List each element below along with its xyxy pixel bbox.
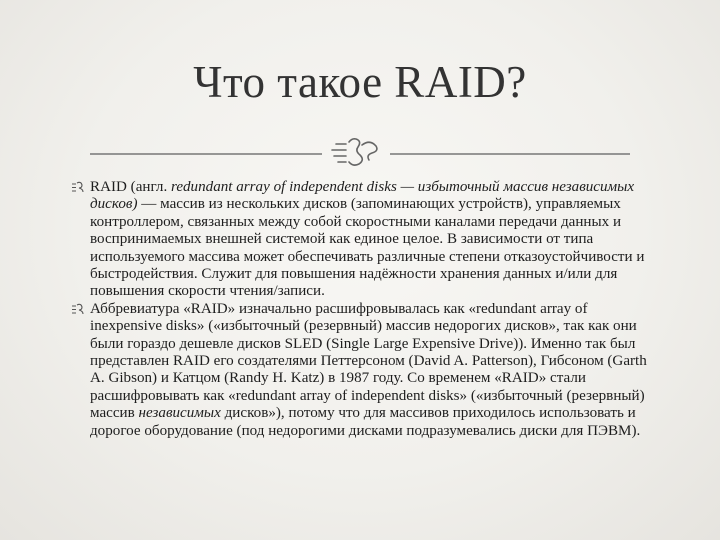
item-text: дисков»), потому что для массивов приходилось использовать и дорогое оборудование (под недорогими дисками подразумевались диски для ПЭВМ). [90, 405, 641, 439]
slide-title: Что такое RAID? [193, 57, 527, 107]
term-raid: RAID [90, 179, 127, 195]
divider-ornament-icon [332, 139, 377, 165]
item-text-italic: независимых [138, 405, 221, 422]
list-item [72, 301, 660, 440]
item-text: Аббревиатура «RAID» изначально расшифровывалась как «redundant array of inexpensive disks» («избыточный (резервный) массив недорогих дисков», так как они были гораздо дешевле дисков SLED (Single Large Expensive Drive)). Именно так был представлен RAID его создателями Петтерсоном (David A. Patterson), Гибсоном (Garth A. Gibson) и Катцом (Randy H. Katz) в 1987 году. Со временем «RAID» стали расшифровывать как «redundant array of independent disks» («избыточный (резервный) массив [90, 300, 647, 422]
list-item [72, 179, 660, 301]
item-text: — массив из нескольких дисков (запоминающих устройств), управляемых контроллером, связанных между собой скоростными каналами передачи данных и воспринимаемых внешней системой как единое целое. В зависимости от типа используемого массива может обеспечивать различные степени отказоустойчивости и быстродействия. Служит для повышения надёжности хранения данных и/или для повышения скорости чтения/записи. [90, 196, 645, 300]
title-divider [90, 133, 630, 167]
bullet-ornament-icon [71, 181, 85, 194]
item-text: (англ. [126, 179, 171, 195]
item-text-italic: redundant array of independent disks — избыточный массив независимых дисков) [90, 179, 635, 213]
bullet-ornament-icon [71, 303, 85, 316]
bullet-list [72, 179, 660, 440]
